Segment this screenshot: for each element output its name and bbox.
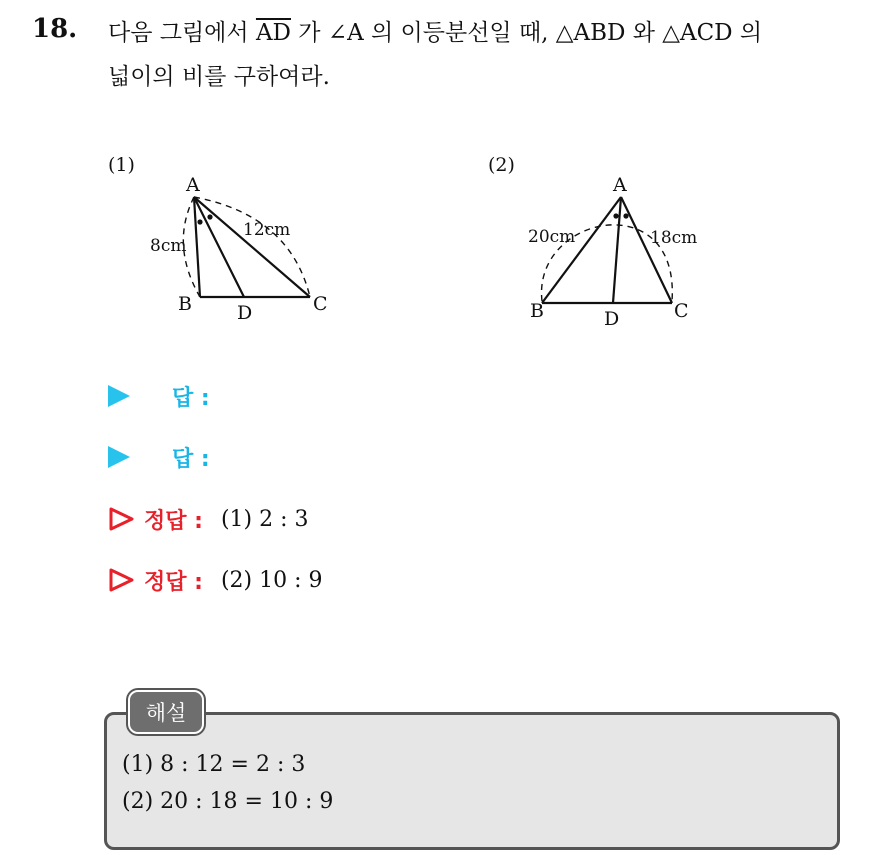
figure-2-point-a: A bbox=[613, 174, 627, 196]
solution-line-2: (2) 20 : 18 = 10 : 9 bbox=[122, 789, 334, 814]
figure-2-bisector-ad bbox=[613, 197, 621, 303]
correct-marker-icon bbox=[108, 567, 136, 593]
figure-1-angle-mark-right bbox=[207, 214, 212, 219]
figure-1-side-ab bbox=[194, 197, 200, 297]
figure-1-point-c: C bbox=[313, 293, 328, 315]
question-text-line2: 넓이의 비를 구하여라. bbox=[108, 64, 330, 90]
correct-row-1 bbox=[108, 503, 309, 535]
figure-1-angle-mark-left bbox=[197, 219, 202, 224]
question-text-line1 bbox=[108, 14, 762, 47]
answer-row-1 bbox=[108, 380, 210, 412]
figure-2-side-ab bbox=[542, 197, 621, 303]
figure-2-point-d: D bbox=[604, 308, 620, 330]
figure-2-point-b: B bbox=[530, 300, 544, 322]
question-text-post: 가 ∠A 의 이등분선일 때, △ABD 와 △ACD 의 bbox=[291, 20, 763, 46]
solution-line-1: (1) 8 : 12 = 2 : 3 bbox=[122, 752, 306, 777]
figure-1-side-ac bbox=[194, 197, 310, 297]
question-number: 18. bbox=[32, 14, 78, 44]
figure-2 bbox=[480, 145, 730, 335]
figure-1-point-b: B bbox=[178, 293, 192, 315]
segment-ad: $\overline{AD}$ bbox=[255, 20, 291, 46]
answer-marker-icon bbox=[108, 385, 130, 407]
answer-row-2 bbox=[108, 441, 210, 473]
figure-1-side-ab-label: 8cm bbox=[150, 236, 187, 256]
figure-1-side-ac-label: 12cm bbox=[243, 220, 291, 240]
figure-1-bisector-ad bbox=[194, 197, 244, 297]
figure-2-side-ac-label: 18cm bbox=[650, 228, 698, 248]
figure-1 bbox=[100, 145, 350, 330]
correct-label: 정답 : bbox=[144, 508, 203, 534]
figure-1-label: (1) bbox=[108, 154, 135, 176]
figure-2-angle-mark-left bbox=[613, 213, 618, 218]
figure-2-side-ac bbox=[621, 197, 672, 303]
correct-value: (2) 10 : 9 bbox=[220, 567, 323, 593]
figure-2-side-ab-label: 20cm bbox=[528, 227, 576, 247]
solution-tab: 해설 bbox=[128, 690, 204, 734]
figure-2-point-c: C bbox=[674, 300, 689, 322]
solution-box bbox=[104, 712, 840, 850]
answer-label: 답 : bbox=[172, 385, 210, 411]
question-text-pre: 다음 그림에서 bbox=[108, 20, 256, 46]
correct-label: 정답 : bbox=[144, 569, 203, 595]
figure-2-angle-mark-right bbox=[623, 213, 628, 218]
correct-value: (1) 2 : 3 bbox=[220, 506, 309, 532]
answer-marker-icon bbox=[108, 446, 130, 468]
correct-row-2 bbox=[108, 564, 323, 596]
correct-marker-icon bbox=[108, 506, 136, 532]
figure-1-point-d: D bbox=[237, 302, 253, 324]
figure-2-label: (2) bbox=[488, 154, 515, 176]
answer-label: 답 : bbox=[172, 446, 210, 472]
figure-1-point-a: A bbox=[186, 174, 200, 196]
